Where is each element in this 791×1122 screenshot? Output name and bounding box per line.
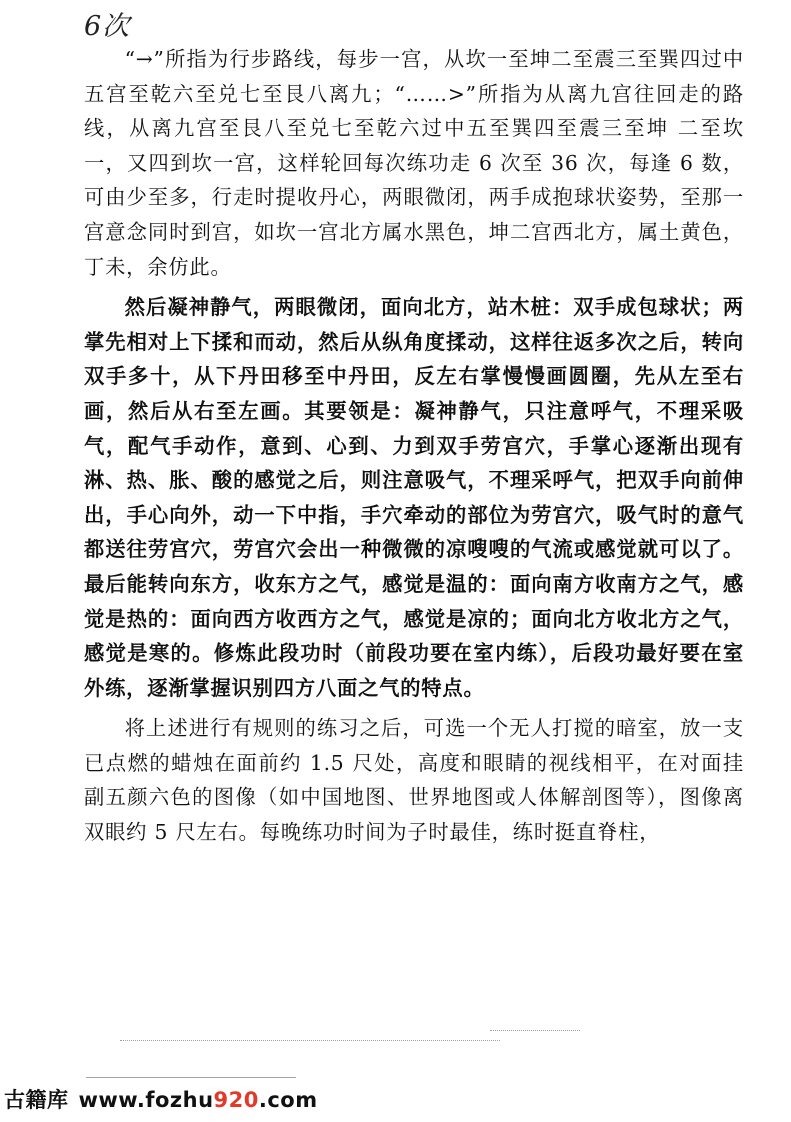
scan-noise-line bbox=[490, 1030, 580, 1032]
footer-rule bbox=[86, 1077, 296, 1078]
paragraph-walking-route: “→”所指为行步路线，每步一宫，从坎一至坤二至震三至巽四过中五宫至乾六至兑七至艮八离九；“……>”所指为从离九宫往回走的路线，从离九宫至艮八至兑七至乾六过中五至巽四至震三至坤 二至坎一，又四到坎一宫，这样轮回每次练功走 6 次至 36 次，每逢 6 数，可由少至多，行走时提收丹心，两眼微闭，两手成抱球状姿势，至那一宫意念同时到宫，如坎一宫北方属水黑色，坤二宫西北方，属土黄色，丁未，余仿此。 bbox=[84, 47, 744, 279]
site-url-suffix: .com bbox=[258, 1088, 318, 1112]
page-number: 6次 bbox=[84, 11, 131, 42]
site-watermark bbox=[4, 1084, 318, 1114]
site-url-number: 920 bbox=[213, 1088, 259, 1112]
body-text bbox=[84, 42, 744, 850]
paragraph-candle-practice: 将上述进行有规则的练习之后，可选一个无人打搅的暗室，放一支已点燃的蜡烛在面前约 1.5 尺处，高度和眼睛的视线相平，在对面挂副五颜六色的图像（如中国地图、世界地图或人体解剖图等），图像离双眼约 5 尺左右。每晚练功时间为子时最佳，练时挺直脊柱， bbox=[84, 716, 744, 845]
site-url-prefix: www.fozhu bbox=[78, 1088, 214, 1112]
paragraph-palm-qi-practice: 然后凝神静气，两眼微闭，面向北方，站木桩：双手成包球状；两掌先相对上下揉和而动，然后从纵角度揉动，这样往返多次之后，转向双手多十，从下丹田移至中丹田，反左右掌慢慢画圆圈，先从左至右画，然后从右至左画。其要领是：凝神静气，只注意呼气，不理采吸气，配气手动作，意到、心到、力到双手劳宫穴，手掌心逐渐出现有淋、热、胀、酸的感觉之后，则注意吸气，不理采呼气，把双手向前伸出，手心向外，动一下中指，手穴牵动的部位为劳宫穴，吸气时的意气都送往劳宫穴，劳宫穴会出一种微微的凉嗖嗖的气流或感觉就可以了。最后能转向东方，收东方之气，感觉是温的：面向南方收南方之气，感觉是热的：面向西方收西方之气，感觉是凉的；面向北方收北方之气，感觉是寒的。修炼此段功时（前段功要在室内练），后段功最好要在室外练，逐渐掌握识别四方八面之气的特点。 bbox=[84, 295, 744, 700]
site-name: 古籍库 bbox=[4, 1088, 69, 1112]
scan-noise-line bbox=[120, 1040, 500, 1042]
